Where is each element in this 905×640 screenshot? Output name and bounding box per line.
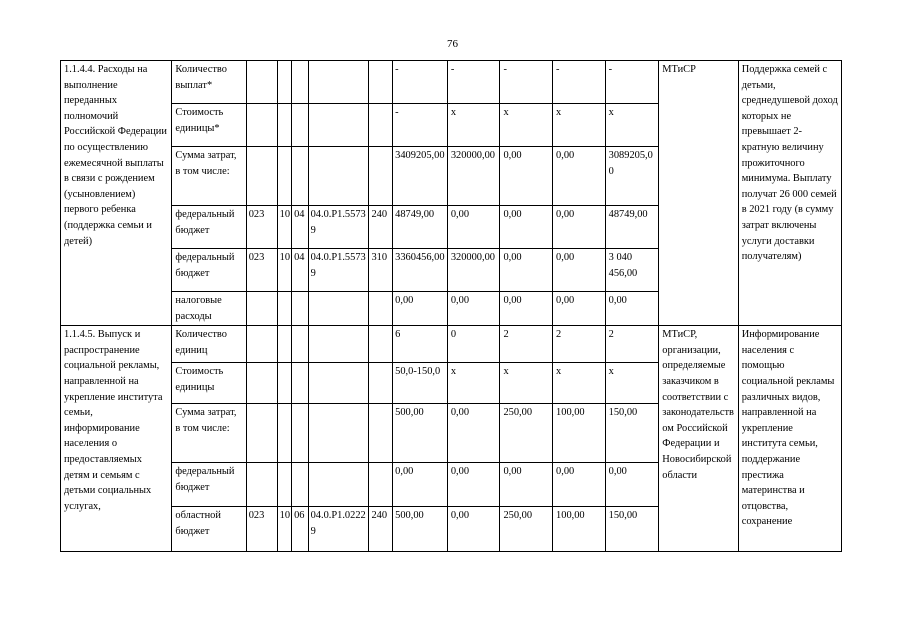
rz-cell xyxy=(277,326,291,363)
grbs-cell: 023 xyxy=(246,507,277,552)
year-2024-cell: 150,00 xyxy=(605,404,659,463)
total-cell: 3360456,00 xyxy=(393,249,448,292)
year-2021-cell: 0 xyxy=(447,326,500,363)
year-2022-cell: 0,00 xyxy=(500,147,553,206)
year-2023-cell: 2 xyxy=(553,326,606,363)
csr-cell xyxy=(308,363,369,404)
year-2023-cell: 100,00 xyxy=(553,507,606,552)
year-2022-cell: x xyxy=(500,363,553,404)
total-cell: 6 xyxy=(393,326,448,363)
indicator-cell: налоговые расходы xyxy=(172,292,246,326)
csr-cell xyxy=(308,292,369,326)
executor-cell: МТиСР, организации, определяемые заказчиком в соответствии с законодательством Российской Федерации и Новосибирской области xyxy=(659,326,738,552)
pr-cell xyxy=(292,61,309,104)
year-2023-cell: 0,00 xyxy=(553,292,606,326)
vr-cell xyxy=(369,292,393,326)
pr-cell: 04 xyxy=(292,206,309,249)
year-2022-cell: 2 xyxy=(500,326,553,363)
year-2022-cell: 0,00 xyxy=(500,463,553,507)
year-2023-cell: 0,00 xyxy=(553,147,606,206)
grbs-cell xyxy=(246,147,277,206)
indicator-cell: федеральный бюджет xyxy=(172,206,246,249)
year-2021-cell: x xyxy=(447,363,500,404)
year-2021-cell: 0,00 xyxy=(447,507,500,552)
year-2024-cell: 150,00 xyxy=(605,507,659,552)
year-2023-cell: 0,00 xyxy=(553,463,606,507)
indicator-cell: Сумма затрат, в том числе: xyxy=(172,404,246,463)
indicator-cell: Стоимость единицы xyxy=(172,363,246,404)
total-cell: 48749,00 xyxy=(393,206,448,249)
csr-cell xyxy=(308,61,369,104)
indicator-cell: Количество выплат* xyxy=(172,61,246,104)
indicator-cell: Сумма затрат, в том числе: xyxy=(172,147,246,206)
vr-cell xyxy=(369,326,393,363)
year-2021-cell: 0,00 xyxy=(447,206,500,249)
year-2021-cell: 320000,00 xyxy=(447,249,500,292)
pr-cell xyxy=(292,463,309,507)
year-2022-cell: 250,00 xyxy=(500,404,553,463)
year-2023-cell: x xyxy=(553,363,606,404)
year-2024-cell: - xyxy=(605,61,659,104)
csr-cell xyxy=(308,404,369,463)
grbs-cell: 023 xyxy=(246,206,277,249)
indicator-cell: федеральный бюджет xyxy=(172,463,246,507)
year-2021-cell: 0,00 xyxy=(447,404,500,463)
total-cell: 3409205,00 xyxy=(393,147,448,206)
indicator-cell: федеральный бюджет xyxy=(172,249,246,292)
total-cell: - xyxy=(393,61,448,104)
total-cell: - xyxy=(393,104,448,147)
year-2021-cell: 0,00 xyxy=(447,463,500,507)
rz-cell xyxy=(277,404,291,463)
year-2024-cell: 0,00 xyxy=(605,463,659,507)
csr-cell: 04.0.P1.55739 xyxy=(308,206,369,249)
csr-cell: 04.0.P1.02229 xyxy=(308,507,369,552)
year-2021-cell: 320000,00 xyxy=(447,147,500,206)
year-2024-cell: x xyxy=(605,363,659,404)
indicator-cell: Стоимость единицы* xyxy=(172,104,246,147)
result-cell: Информирование населения с помощью социальной рекламы различных видов, направленной на укрепление института семьи, поддержание престижа материнства и отцовства, сохранение xyxy=(738,326,841,552)
rz-cell xyxy=(277,61,291,104)
result-cell: Поддержка семей с детьми, среднедушевой доход которых не превышает 2-кратную величину прожиточного минимума. Выплату получат 26 000 семей в 2021 году (в сумму затрат включены услуги доставки получателям) xyxy=(738,61,841,326)
year-2022-cell: - xyxy=(500,61,553,104)
total-cell: 500,00 xyxy=(393,404,448,463)
pr-cell xyxy=(292,404,309,463)
pr-cell xyxy=(292,104,309,147)
rz-cell: 10 xyxy=(277,507,291,552)
pr-cell xyxy=(292,363,309,404)
rz-cell xyxy=(277,104,291,147)
vr-cell: 240 xyxy=(369,507,393,552)
year-2023-cell: 0,00 xyxy=(553,206,606,249)
grbs-cell xyxy=(246,292,277,326)
year-2024-cell: 3089205,00 xyxy=(605,147,659,206)
year-2022-cell: 0,00 xyxy=(500,206,553,249)
csr-cell xyxy=(308,147,369,206)
pr-cell xyxy=(292,326,309,363)
grbs-cell xyxy=(246,404,277,463)
csr-cell xyxy=(308,326,369,363)
year-2024-cell: 2 xyxy=(605,326,659,363)
pr-cell: 06 xyxy=(292,507,309,552)
grbs-cell xyxy=(246,61,277,104)
grbs-cell xyxy=(246,104,277,147)
rz-cell xyxy=(277,292,291,326)
vr-cell xyxy=(369,104,393,147)
vr-cell: 310 xyxy=(369,249,393,292)
total-cell: 0,00 xyxy=(393,463,448,507)
vr-cell xyxy=(369,363,393,404)
year-2024-cell: x xyxy=(605,104,659,147)
total-cell: 0,00 xyxy=(393,292,448,326)
indicator-cell: Количество единиц xyxy=(172,326,246,363)
vr-cell xyxy=(369,404,393,463)
grbs-cell xyxy=(246,363,277,404)
year-2022-cell: x xyxy=(500,104,553,147)
vr-cell xyxy=(369,61,393,104)
grbs-cell xyxy=(246,326,277,363)
year-2023-cell: - xyxy=(553,61,606,104)
csr-cell xyxy=(308,104,369,147)
total-cell: 500,00 xyxy=(393,507,448,552)
total-cell: 50,0-150,0 xyxy=(393,363,448,404)
budget-table xyxy=(60,60,842,552)
page-number: 76 xyxy=(447,38,458,50)
vr-cell xyxy=(369,463,393,507)
indicator-cell: областной бюджет xyxy=(172,507,246,552)
year-2023-cell: 0,00 xyxy=(553,249,606,292)
rz-cell xyxy=(277,363,291,404)
rz-cell xyxy=(277,147,291,206)
year-2023-cell: x xyxy=(553,104,606,147)
year-2023-cell: 100,00 xyxy=(553,404,606,463)
year-2021-cell: x xyxy=(447,104,500,147)
year-2021-cell: - xyxy=(447,61,500,104)
year-2024-cell: 3 040 456,00 xyxy=(605,249,659,292)
executor-cell: МТиСР xyxy=(659,61,738,326)
vr-cell: 240 xyxy=(369,206,393,249)
section-title: 1.1.4.4. Расходы на выполнение переданных полномочий Российской Федерации по осуществлению ежемесячной выплаты в связи с рождением (усыновлением) первого ребенка (поддержка семьи и детей) xyxy=(61,61,172,326)
year-2022-cell: 0,00 xyxy=(500,292,553,326)
year-2021-cell: 0,00 xyxy=(447,292,500,326)
year-2022-cell: 0,00 xyxy=(500,249,553,292)
year-2024-cell: 48749,00 xyxy=(605,206,659,249)
pr-cell xyxy=(292,292,309,326)
table-row xyxy=(61,61,842,104)
grbs-cell xyxy=(246,463,277,507)
csr-cell xyxy=(308,463,369,507)
pr-cell xyxy=(292,147,309,206)
year-2024-cell: 0,00 xyxy=(605,292,659,326)
rz-cell: 10 xyxy=(277,206,291,249)
pr-cell: 04 xyxy=(292,249,309,292)
rz-cell xyxy=(277,463,291,507)
table-row xyxy=(61,326,842,363)
year-2022-cell: 250,00 xyxy=(500,507,553,552)
csr-cell: 04.0.P1.55739 xyxy=(308,249,369,292)
grbs-cell: 023 xyxy=(246,249,277,292)
rz-cell: 10 xyxy=(277,249,291,292)
section-title: 1.1.4.5. Выпуск и распространение социальной рекламы, направленной на укрепление института семьи, информирование населения о предоставляемых детям и семьям с детьми социальных услугах, xyxy=(61,326,172,552)
vr-cell xyxy=(369,147,393,206)
